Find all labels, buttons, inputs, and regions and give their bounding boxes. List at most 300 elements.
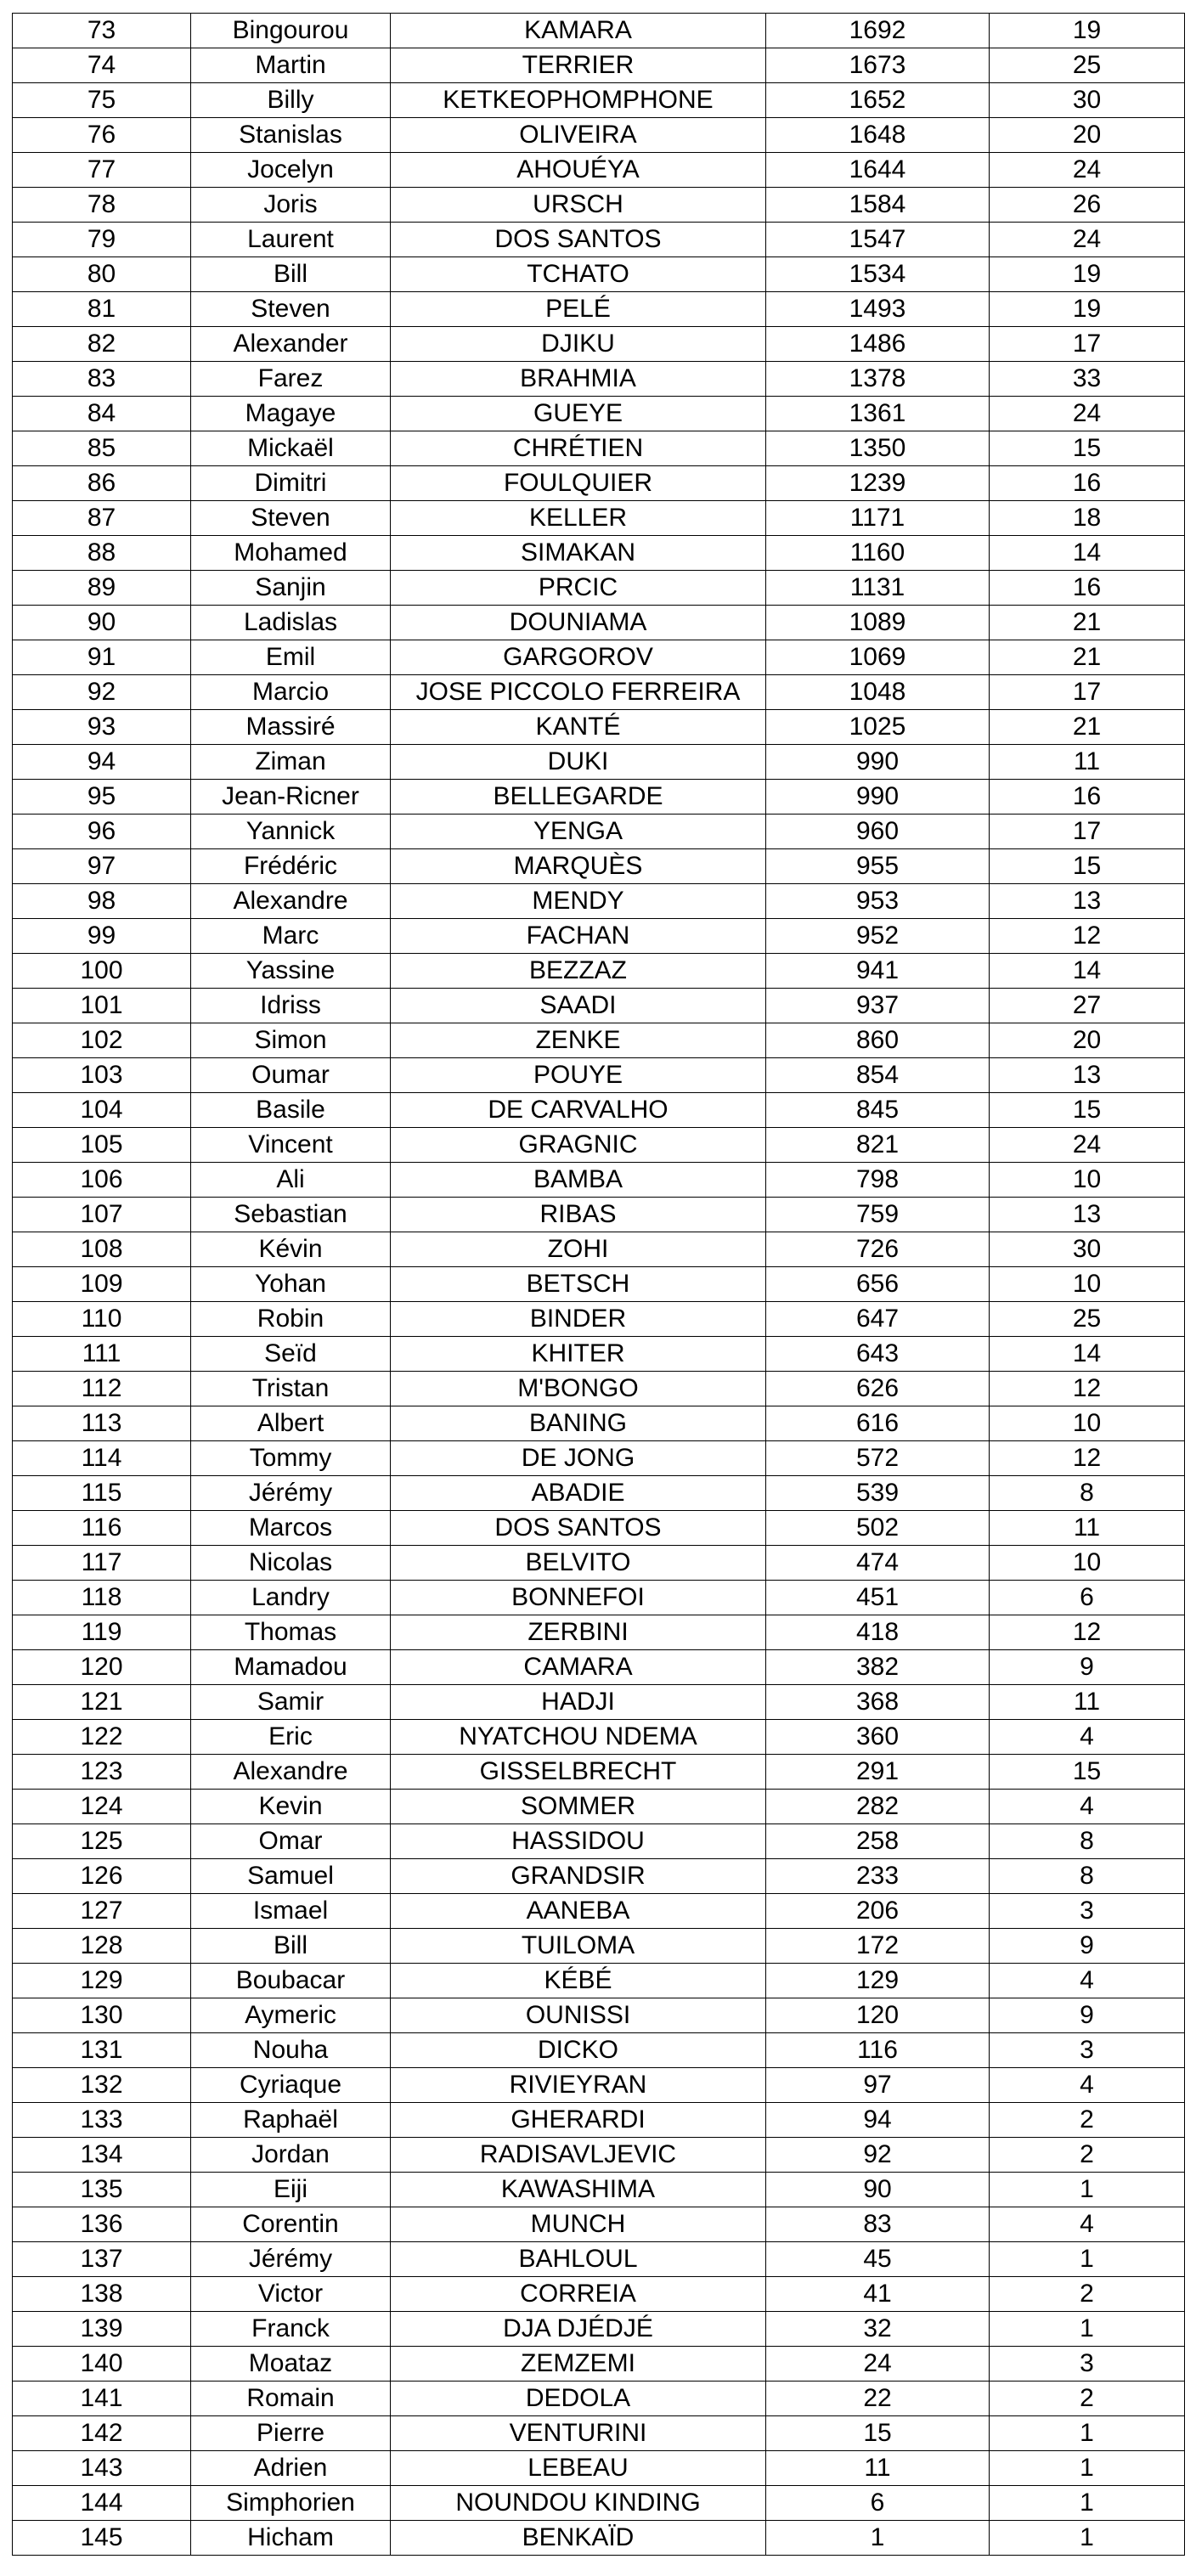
first-name-cell: Ali <box>191 1163 391 1198</box>
matches-cell: 8 <box>990 1476 1185 1511</box>
rank-cell: 116 <box>13 1511 191 1546</box>
matches-cell: 15 <box>990 1093 1185 1128</box>
points-cell: 6 <box>766 2486 990 2521</box>
rank-cell: 120 <box>13 1650 191 1685</box>
first-name-cell: Kévin <box>191 1232 391 1267</box>
last-name-cell: HASSIDOU <box>391 1824 766 1859</box>
last-name-cell: DUKI <box>391 745 766 780</box>
table-row <box>13 989 1185 1023</box>
rank-cell: 81 <box>13 292 191 327</box>
last-name-cell: KAWASHIMA <box>391 2173 766 2207</box>
rank-cell: 103 <box>13 1058 191 1093</box>
points-cell: 1493 <box>766 292 990 327</box>
last-name-cell: TUILOMA <box>391 1929 766 1964</box>
table-row <box>13 675 1185 710</box>
rank-cell: 101 <box>13 989 191 1023</box>
matches-cell: 30 <box>990 83 1185 118</box>
first-name-cell: Marcos <box>191 1511 391 1546</box>
matches-cell: 25 <box>990 1302 1185 1337</box>
last-name-cell: OLIVEIRA <box>391 118 766 153</box>
first-name-cell: Yannick <box>191 815 391 849</box>
rank-cell: 86 <box>13 466 191 501</box>
rank-cell: 104 <box>13 1093 191 1128</box>
points-cell: 90 <box>766 2173 990 2207</box>
rank-cell: 138 <box>13 2277 191 2312</box>
points-cell: 360 <box>766 1720 990 1755</box>
rank-cell: 74 <box>13 48 191 83</box>
first-name-cell: Laurent <box>191 223 391 257</box>
points-cell: 937 <box>766 989 990 1023</box>
last-name-cell: SAADI <box>391 989 766 1023</box>
matches-cell: 20 <box>990 1023 1185 1058</box>
matches-cell: 24 <box>990 1128 1185 1163</box>
first-name-cell: Corentin <box>191 2207 391 2242</box>
rank-cell: 79 <box>13 223 191 257</box>
rank-cell: 84 <box>13 397 191 431</box>
points-cell: 92 <box>766 2138 990 2173</box>
rank-cell: 135 <box>13 2173 191 2207</box>
table-row <box>13 571 1185 606</box>
rank-cell: 145 <box>13 2521 191 2556</box>
last-name-cell: GHERARDI <box>391 2103 766 2138</box>
first-name-cell: Marcio <box>191 675 391 710</box>
points-cell: 1486 <box>766 327 990 362</box>
matches-cell: 1 <box>990 2312 1185 2347</box>
first-name-cell: Marc <box>191 919 391 954</box>
first-name-cell: Eric <box>191 1720 391 1755</box>
matches-cell: 4 <box>990 1790 1185 1824</box>
last-name-cell: DE CARVALHO <box>391 1093 766 1128</box>
rank-cell: 140 <box>13 2347 191 2382</box>
rank-cell: 129 <box>13 1964 191 1998</box>
points-cell: 282 <box>766 1790 990 1824</box>
matches-cell: 24 <box>990 397 1185 431</box>
points-cell: 1350 <box>766 431 990 466</box>
matches-cell: 19 <box>990 292 1185 327</box>
table-row <box>13 153 1185 188</box>
rank-cell: 108 <box>13 1232 191 1267</box>
rank-cell: 85 <box>13 431 191 466</box>
last-name-cell: PELÉ <box>391 292 766 327</box>
first-name-cell: Hicham <box>191 2521 391 2556</box>
first-name-cell: Massiré <box>191 710 391 745</box>
first-name-cell: Vincent <box>191 1128 391 1163</box>
points-cell: 120 <box>766 1998 990 2033</box>
matches-cell: 15 <box>990 1755 1185 1790</box>
first-name-cell: Yohan <box>191 1267 391 1302</box>
last-name-cell: SIMAKAN <box>391 536 766 571</box>
first-name-cell: Oumar <box>191 1058 391 1093</box>
last-name-cell: DEDOLA <box>391 2382 766 2416</box>
points-cell: 626 <box>766 1372 990 1406</box>
rank-cell: 110 <box>13 1302 191 1337</box>
table-row <box>13 1720 1185 1755</box>
rank-cell: 89 <box>13 571 191 606</box>
rank-cell: 141 <box>13 2382 191 2416</box>
matches-cell: 3 <box>990 2033 1185 2068</box>
first-name-cell: Samuel <box>191 1859 391 1894</box>
matches-cell: 1 <box>990 2173 1185 2207</box>
rank-cell: 109 <box>13 1267 191 1302</box>
rank-cell: 130 <box>13 1998 191 2033</box>
first-name-cell: Steven <box>191 292 391 327</box>
first-name-cell: Farez <box>191 362 391 397</box>
points-cell: 990 <box>766 780 990 815</box>
first-name-cell: Nouha <box>191 2033 391 2068</box>
table-row <box>13 536 1185 571</box>
rank-cell: 77 <box>13 153 191 188</box>
points-cell: 1239 <box>766 466 990 501</box>
table-row <box>13 745 1185 780</box>
points-cell: 474 <box>766 1546 990 1581</box>
points-cell: 11 <box>766 2451 990 2486</box>
last-name-cell: BONNEFOI <box>391 1581 766 1615</box>
last-name-cell: LEBEAU <box>391 2451 766 2486</box>
points-cell: 1069 <box>766 640 990 675</box>
matches-cell: 17 <box>990 815 1185 849</box>
rank-cell: 131 <box>13 2033 191 2068</box>
table-row <box>13 954 1185 989</box>
first-name-cell: Steven <box>191 501 391 536</box>
table-row <box>13 1650 1185 1685</box>
rank-cell: 88 <box>13 536 191 571</box>
matches-cell: 4 <box>990 1964 1185 1998</box>
table-row <box>13 466 1185 501</box>
matches-cell: 30 <box>990 1232 1185 1267</box>
first-name-cell: Victor <box>191 2277 391 2312</box>
points-cell: 24 <box>766 2347 990 2382</box>
first-name-cell: Ismael <box>191 1894 391 1929</box>
rank-cell: 115 <box>13 1476 191 1511</box>
points-cell: 1534 <box>766 257 990 292</box>
table-row <box>13 118 1185 153</box>
last-name-cell: DE JONG <box>391 1441 766 1476</box>
matches-cell: 11 <box>990 745 1185 780</box>
first-name-cell: Jordan <box>191 2138 391 2173</box>
matches-cell: 13 <box>990 884 1185 919</box>
first-name-cell: Alexandre <box>191 1755 391 1790</box>
rank-cell: 93 <box>13 710 191 745</box>
matches-cell: 19 <box>990 14 1185 48</box>
points-cell: 1652 <box>766 83 990 118</box>
points-cell: 572 <box>766 1441 990 1476</box>
matches-cell: 9 <box>990 1929 1185 1964</box>
matches-cell: 15 <box>990 431 1185 466</box>
table-row <box>13 2103 1185 2138</box>
rank-cell: 96 <box>13 815 191 849</box>
table-row <box>13 327 1185 362</box>
table-row <box>13 1232 1185 1267</box>
first-name-cell: Adrien <box>191 2451 391 2486</box>
points-cell: 83 <box>766 2207 990 2242</box>
table-row <box>13 1546 1185 1581</box>
rank-cell: 132 <box>13 2068 191 2103</box>
last-name-cell: BELLEGARDE <box>391 780 766 815</box>
rank-cell: 90 <box>13 606 191 640</box>
points-cell: 1131 <box>766 571 990 606</box>
rank-cell: 107 <box>13 1198 191 1232</box>
points-cell: 1160 <box>766 536 990 571</box>
rank-cell: 73 <box>13 14 191 48</box>
points-cell: 1378 <box>766 362 990 397</box>
last-name-cell: KETKEOPHOMPHONE <box>391 83 766 118</box>
matches-cell: 17 <box>990 675 1185 710</box>
first-name-cell: Pierre <box>191 2416 391 2451</box>
table-row <box>13 1406 1185 1441</box>
points-cell: 1648 <box>766 118 990 153</box>
points-cell: 129 <box>766 1964 990 1998</box>
rank-cell: 125 <box>13 1824 191 1859</box>
points-cell: 1171 <box>766 501 990 536</box>
rank-cell: 111 <box>13 1337 191 1372</box>
matches-cell: 25 <box>990 48 1185 83</box>
matches-cell: 8 <box>990 1824 1185 1859</box>
first-name-cell: Tommy <box>191 1441 391 1476</box>
table-row <box>13 1790 1185 1824</box>
last-name-cell: FACHAN <box>391 919 766 954</box>
table-row <box>13 292 1185 327</box>
rank-cell: 78 <box>13 188 191 223</box>
points-cell: 291 <box>766 1755 990 1790</box>
points-cell: 116 <box>766 2033 990 2068</box>
points-cell: 798 <box>766 1163 990 1198</box>
table-row <box>13 2033 1185 2068</box>
rank-cell: 143 <box>13 2451 191 2486</box>
points-cell: 955 <box>766 849 990 884</box>
table-row <box>13 2207 1185 2242</box>
last-name-cell: BELVITO <box>391 1546 766 1581</box>
table-row <box>13 780 1185 815</box>
matches-cell: 24 <box>990 223 1185 257</box>
table-row <box>13 362 1185 397</box>
last-name-cell: ZERBINI <box>391 1615 766 1650</box>
table-row <box>13 2277 1185 2312</box>
table-row <box>13 501 1185 536</box>
rank-cell: 92 <box>13 675 191 710</box>
first-name-cell: Romain <box>191 2382 391 2416</box>
rank-cell: 83 <box>13 362 191 397</box>
first-name-cell: Jérémy <box>191 2242 391 2277</box>
matches-cell: 16 <box>990 780 1185 815</box>
points-cell: 960 <box>766 815 990 849</box>
first-name-cell: Moataz <box>191 2347 391 2382</box>
table-row <box>13 2242 1185 2277</box>
table-row <box>13 1511 1185 1546</box>
points-cell: 22 <box>766 2382 990 2416</box>
last-name-cell: NYATCHOU NDEMA <box>391 1720 766 1755</box>
last-name-cell: TERRIER <box>391 48 766 83</box>
matches-cell: 27 <box>990 989 1185 1023</box>
matches-cell: 14 <box>990 954 1185 989</box>
rank-cell: 117 <box>13 1546 191 1581</box>
first-name-cell: Alexander <box>191 327 391 362</box>
rank-cell: 114 <box>13 1441 191 1476</box>
matches-cell: 18 <box>990 501 1185 536</box>
last-name-cell: KELLER <box>391 501 766 536</box>
last-name-cell: BAMBA <box>391 1163 766 1198</box>
first-name-cell: Thomas <box>191 1615 391 1650</box>
rank-cell: 121 <box>13 1685 191 1720</box>
matches-cell: 9 <box>990 1650 1185 1685</box>
matches-cell: 24 <box>990 153 1185 188</box>
points-cell: 1361 <box>766 397 990 431</box>
rank-cell: 76 <box>13 118 191 153</box>
first-name-cell: Bill <box>191 257 391 292</box>
points-cell: 616 <box>766 1406 990 1441</box>
points-cell: 233 <box>766 1859 990 1894</box>
points-cell: 854 <box>766 1058 990 1093</box>
first-name-cell: Sanjin <box>191 571 391 606</box>
table-row <box>13 815 1185 849</box>
matches-cell: 2 <box>990 2138 1185 2173</box>
ranking-table-body <box>13 14 1185 2556</box>
matches-cell: 21 <box>990 606 1185 640</box>
table-row <box>13 1894 1185 1929</box>
matches-cell: 26 <box>990 188 1185 223</box>
last-name-cell: FOULQUIER <box>391 466 766 501</box>
points-cell: 952 <box>766 919 990 954</box>
last-name-cell: DOS SANTOS <box>391 223 766 257</box>
table-row <box>13 14 1185 48</box>
last-name-cell: AANEBA <box>391 1894 766 1929</box>
points-cell: 418 <box>766 1615 990 1650</box>
table-row <box>13 1302 1185 1337</box>
table-row <box>13 1859 1185 1894</box>
first-name-cell: Aymeric <box>191 1998 391 2033</box>
points-cell: 1089 <box>766 606 990 640</box>
last-name-cell: GISSELBRECHT <box>391 1755 766 1790</box>
table-row <box>13 2138 1185 2173</box>
first-name-cell: Cyriaque <box>191 2068 391 2103</box>
table-row <box>13 1093 1185 1128</box>
last-name-cell: GRAGNIC <box>391 1128 766 1163</box>
points-cell: 172 <box>766 1929 990 1964</box>
last-name-cell: DOS SANTOS <box>391 1511 766 1546</box>
first-name-cell: Mickaël <box>191 431 391 466</box>
first-name-cell: Sebastian <box>191 1198 391 1232</box>
points-cell: 759 <box>766 1198 990 1232</box>
points-cell: 643 <box>766 1337 990 1372</box>
last-name-cell: KAMARA <box>391 14 766 48</box>
matches-cell: 2 <box>990 2277 1185 2312</box>
rank-cell: 126 <box>13 1859 191 1894</box>
matches-cell: 8 <box>990 1859 1185 1894</box>
table-row <box>13 606 1185 640</box>
last-name-cell: BANING <box>391 1406 766 1441</box>
points-cell: 45 <box>766 2242 990 2277</box>
first-name-cell: Emil <box>191 640 391 675</box>
rank-cell: 119 <box>13 1615 191 1650</box>
matches-cell: 10 <box>990 1267 1185 1302</box>
first-name-cell: Tristan <box>191 1372 391 1406</box>
rank-cell: 118 <box>13 1581 191 1615</box>
table-row <box>13 1581 1185 1615</box>
last-name-cell: ZENKE <box>391 1023 766 1058</box>
table-row <box>13 849 1185 884</box>
matches-cell: 19 <box>990 257 1185 292</box>
matches-cell: 20 <box>990 118 1185 153</box>
points-cell: 1644 <box>766 153 990 188</box>
last-name-cell: ABADIE <box>391 1476 766 1511</box>
matches-cell: 12 <box>990 1441 1185 1476</box>
first-name-cell: Samir <box>191 1685 391 1720</box>
matches-cell: 12 <box>990 1615 1185 1650</box>
table-row <box>13 2347 1185 2382</box>
rank-cell: 122 <box>13 1720 191 1755</box>
last-name-cell: URSCH <box>391 188 766 223</box>
first-name-cell: Mamadou <box>191 1650 391 1685</box>
rank-cell: 80 <box>13 257 191 292</box>
matches-cell: 2 <box>990 2382 1185 2416</box>
last-name-cell: CHRÉTIEN <box>391 431 766 466</box>
matches-cell: 14 <box>990 1337 1185 1372</box>
points-cell: 206 <box>766 1894 990 1929</box>
matches-cell: 16 <box>990 466 1185 501</box>
rank-cell: 102 <box>13 1023 191 1058</box>
last-name-cell: RADISAVLJEVIC <box>391 2138 766 2173</box>
points-cell: 502 <box>766 1511 990 1546</box>
rank-cell: 124 <box>13 1790 191 1824</box>
first-name-cell: Eiji <box>191 2173 391 2207</box>
first-name-cell: Boubacar <box>191 1964 391 1998</box>
points-cell: 821 <box>766 1128 990 1163</box>
rank-cell: 136 <box>13 2207 191 2242</box>
matches-cell: 1 <box>990 2486 1185 2521</box>
table-row <box>13 1755 1185 1790</box>
matches-cell: 21 <box>990 640 1185 675</box>
last-name-cell: GRANDSIR <box>391 1859 766 1894</box>
first-name-cell: Simon <box>191 1023 391 1058</box>
table-row <box>13 1964 1185 1998</box>
table-row <box>13 1998 1185 2033</box>
table-row <box>13 223 1185 257</box>
points-cell: 990 <box>766 745 990 780</box>
first-name-cell: Bingourou <box>191 14 391 48</box>
first-name-cell: Stanislas <box>191 118 391 153</box>
first-name-cell: Albert <box>191 1406 391 1441</box>
points-cell: 941 <box>766 954 990 989</box>
table-row <box>13 431 1185 466</box>
table-row <box>13 397 1185 431</box>
rank-cell: 95 <box>13 780 191 815</box>
rank-cell: 97 <box>13 849 191 884</box>
last-name-cell: BAHLOUL <box>391 2242 766 2277</box>
table-row <box>13 2173 1185 2207</box>
rank-cell: 134 <box>13 2138 191 2173</box>
first-name-cell: Magaye <box>191 397 391 431</box>
last-name-cell: OUNISSI <box>391 1998 766 2033</box>
matches-cell: 11 <box>990 1685 1185 1720</box>
first-name-cell: Jocelyn <box>191 153 391 188</box>
last-name-cell: CAMARA <box>391 1650 766 1685</box>
last-name-cell: KÉBÉ <box>391 1964 766 1998</box>
matches-cell: 1 <box>990 2416 1185 2451</box>
points-cell: 1048 <box>766 675 990 710</box>
table-row <box>13 2416 1185 2451</box>
last-name-cell: BRAHMIA <box>391 362 766 397</box>
matches-cell: 2 <box>990 2103 1185 2138</box>
first-name-cell: Raphaël <box>191 2103 391 2138</box>
rank-cell: 112 <box>13 1372 191 1406</box>
rank-cell: 137 <box>13 2242 191 2277</box>
points-cell: 41 <box>766 2277 990 2312</box>
table-row <box>13 919 1185 954</box>
points-cell: 1547 <box>766 223 990 257</box>
matches-cell: 10 <box>990 1546 1185 1581</box>
points-cell: 726 <box>766 1232 990 1267</box>
table-row <box>13 1615 1185 1650</box>
first-name-cell: Dimitri <box>191 466 391 501</box>
